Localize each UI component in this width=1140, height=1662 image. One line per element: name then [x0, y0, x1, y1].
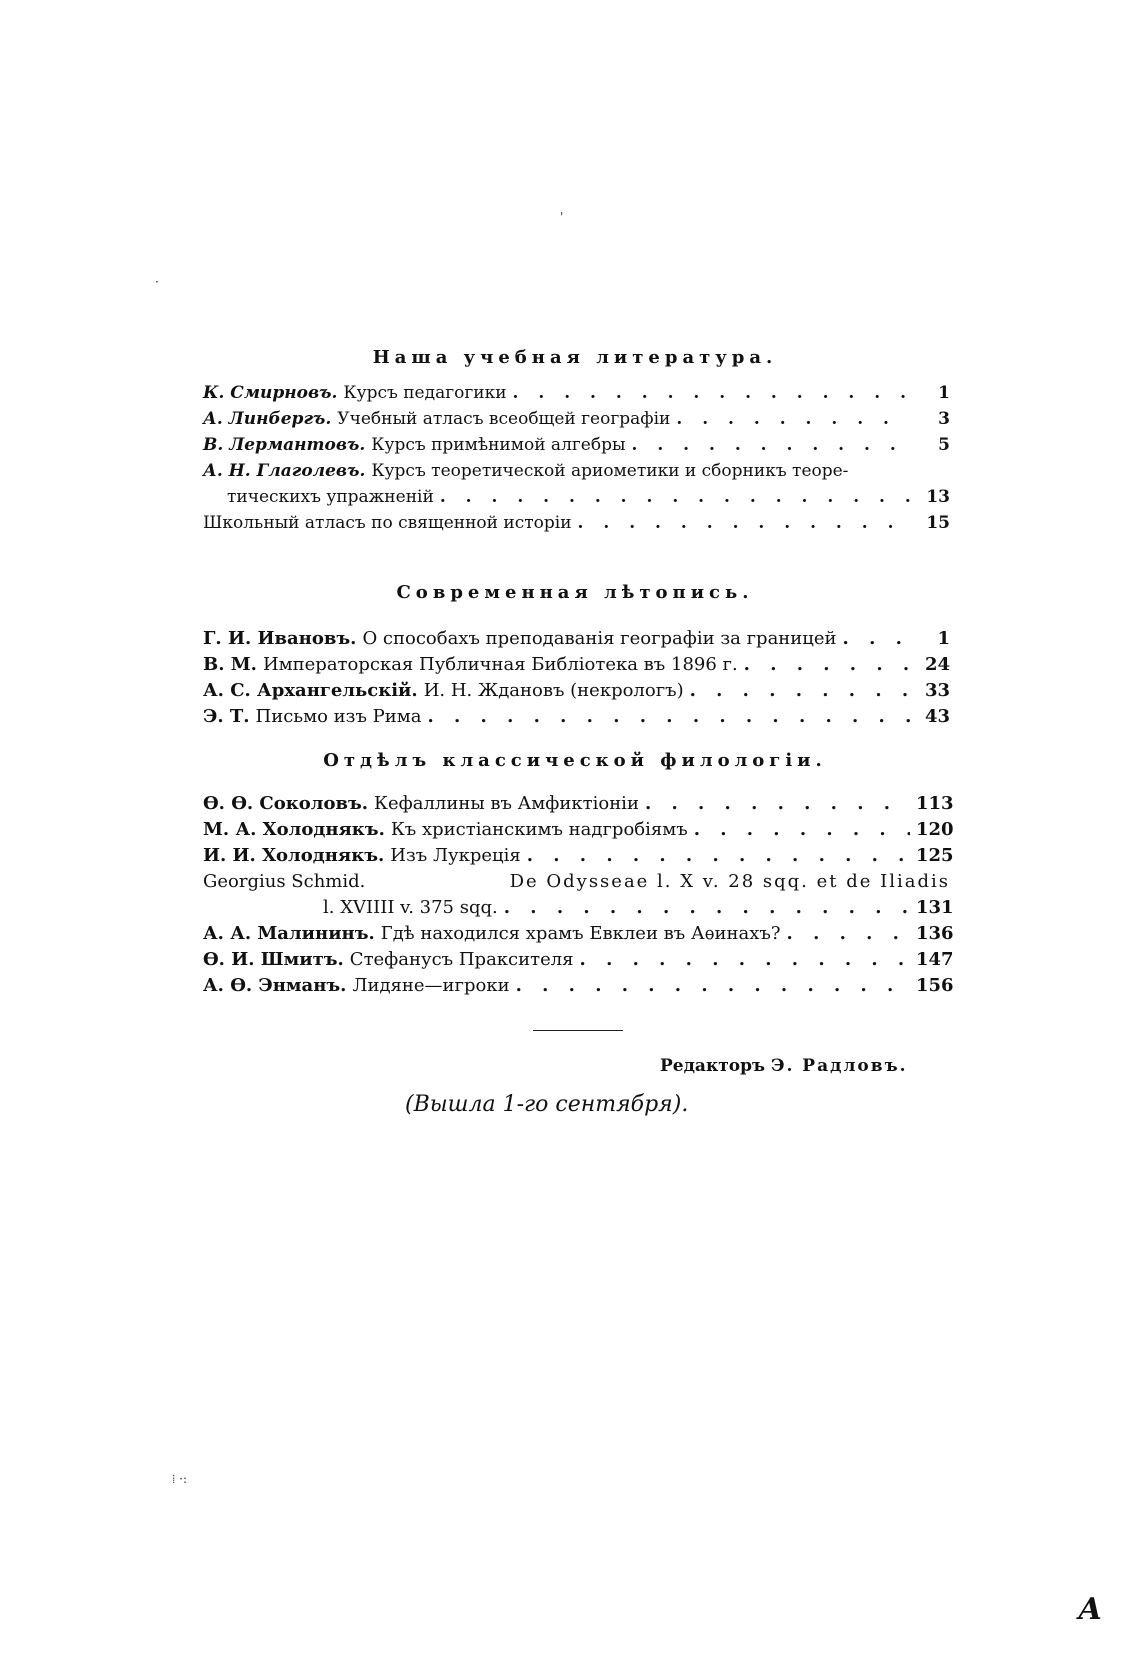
entry-page: 156: [916, 975, 954, 996]
toc-entry: [203, 380, 950, 406]
toc-entry: [203, 432, 950, 458]
publication-date-note: (Вышла 1-го сентября).: [405, 1092, 689, 1117]
entry-author: Ѳ. И. Шмитъ.: [203, 949, 344, 970]
editor-label: Редакторъ: [660, 1056, 766, 1076]
toc-entry-continuation: [203, 484, 950, 510]
entry-author: К. Смирновъ.: [203, 383, 338, 403]
entry-page: 43: [924, 706, 950, 727]
leader-dots: [504, 895, 910, 921]
editor-line: [660, 1056, 908, 1076]
toc-chronicle: [203, 626, 950, 730]
entry-title: Стефанусъ Праксителя: [349, 949, 574, 970]
toc-entry: [203, 869, 950, 895]
entry-title: De Odysseae l. X v. 28 sqq. et de Iliadis: [509, 871, 950, 892]
entry-page: 3: [938, 409, 950, 429]
scan-speck: ⁞ ·:: [172, 1472, 188, 1486]
toc-entry: [203, 626, 950, 652]
leader-dots: [427, 704, 910, 730]
corner-mark: А: [1078, 1592, 1103, 1627]
leader-dots: [690, 678, 910, 704]
entry-title: Гдѣ находился храмъ Евклеи въ Аѳинахъ?: [380, 923, 781, 944]
toc-entry: [203, 678, 950, 704]
toc-entry: [203, 510, 950, 536]
entry-author: А. Н. Глаголевъ.: [203, 461, 366, 481]
entry-title-continuation: l. XVIIII v. 375 sqq.: [323, 897, 498, 918]
entry-title: О способахъ преподаванія географіи за границей: [362, 628, 837, 649]
entry-title: Школьный атласъ по священной исторіи: [203, 513, 572, 533]
toc-classical-philology: [203, 791, 954, 999]
entry-author: А. Ѳ. Энманъ.: [203, 975, 347, 996]
entry-title: Письмо изъ Рима: [255, 706, 422, 727]
leader-dots: [516, 973, 910, 999]
leader-dots: [676, 406, 910, 432]
entry-page: 120: [916, 819, 954, 840]
entry-title: Императорская Публичная Библіотека въ 1896 г.: [262, 654, 738, 675]
entry-title: Лидяне—игроки: [352, 975, 510, 996]
entry-title: Курсъ теоретической ариометики и сборникъ теоре-: [371, 461, 849, 481]
entry-page: 113: [916, 793, 954, 814]
entry-author: А. Линбергъ.: [203, 409, 332, 429]
entry-page: 1: [938, 383, 950, 403]
section-title-literature: Наша учебная литература.: [372, 347, 778, 368]
leader-dots: [744, 652, 910, 678]
entry-author: А. А. Малининъ.: [203, 923, 375, 944]
entry-title: И. Н. Ждановъ (некрологъ): [423, 680, 684, 701]
leader-dots: [440, 484, 910, 510]
scan-speck: ': [560, 210, 564, 224]
entry-title: Курсъ педагогики: [343, 383, 507, 403]
entry-page: 1: [937, 628, 950, 649]
leader-dots: [513, 380, 910, 406]
leader-dots: [787, 921, 910, 947]
entry-page: 15: [926, 513, 950, 533]
entry-title: Къ христіанскимъ надгробіямъ: [390, 819, 688, 840]
leader-dots: [843, 626, 910, 652]
entry-author: В. Лермантовъ.: [203, 435, 366, 455]
toc-entry: [203, 704, 950, 730]
toc-entry: [203, 817, 954, 843]
leader-dots: [631, 432, 910, 458]
entry-page: 5: [938, 435, 950, 455]
entry-author: Georgius Schmid.: [203, 871, 366, 892]
separator-rule: [533, 1030, 623, 1031]
entry-page: 125: [916, 845, 954, 866]
leader-dots: [694, 817, 910, 843]
entry-page: 24: [924, 654, 950, 675]
entry-author: Э. Т.: [203, 706, 250, 727]
leader-dots: [578, 510, 910, 536]
entry-title: Учебный атласъ всеобщей географіи: [337, 409, 671, 429]
toc-entry-continuation: [203, 895, 954, 921]
entry-page: 131: [916, 897, 954, 918]
entry-author: В. М.: [203, 654, 257, 675]
toc-entry: [203, 947, 954, 973]
toc-entry: [203, 973, 954, 999]
editor-name: Э. Радловъ.: [770, 1056, 908, 1076]
entry-page: 33: [924, 680, 950, 701]
scan-speck: ·: [155, 275, 159, 289]
entry-author: И. И. Холоднякъ.: [203, 845, 385, 866]
entry-title: Курсъ примѣнимой алгебры: [371, 435, 626, 455]
entry-title-continuation: тическихъ упражненій: [227, 487, 434, 507]
toc-entry: [203, 406, 950, 432]
entry-page: 136: [916, 923, 954, 944]
section-title-classical-philology: Отдѣлъ классической филологіи.: [323, 750, 827, 771]
leader-dots: [580, 947, 910, 973]
toc-literature: [203, 380, 950, 536]
entry-page: 13: [926, 487, 950, 507]
leader-dots: [527, 843, 910, 869]
entry-author: Г. И. Ивановъ.: [203, 628, 357, 649]
entry-title: Изъ Лукреція: [390, 845, 521, 866]
toc-entry: [203, 458, 950, 484]
toc-entry: [203, 791, 954, 817]
entry-page: 147: [916, 949, 954, 970]
toc-entry: [203, 843, 954, 869]
toc-entry: [203, 652, 950, 678]
entry-author: М. А. Холоднякъ.: [203, 819, 385, 840]
entry-author: А. С. Архангельскій.: [203, 680, 418, 701]
toc-entry: [203, 921, 954, 947]
entry-author: Ѳ. Ѳ. Соколовъ.: [203, 793, 369, 814]
entry-title: Кефаллины въ Амфиктіоніи: [374, 793, 639, 814]
section-title-chronicle: Современная лѣтопись.: [396, 582, 754, 603]
leader-dots: [645, 791, 910, 817]
